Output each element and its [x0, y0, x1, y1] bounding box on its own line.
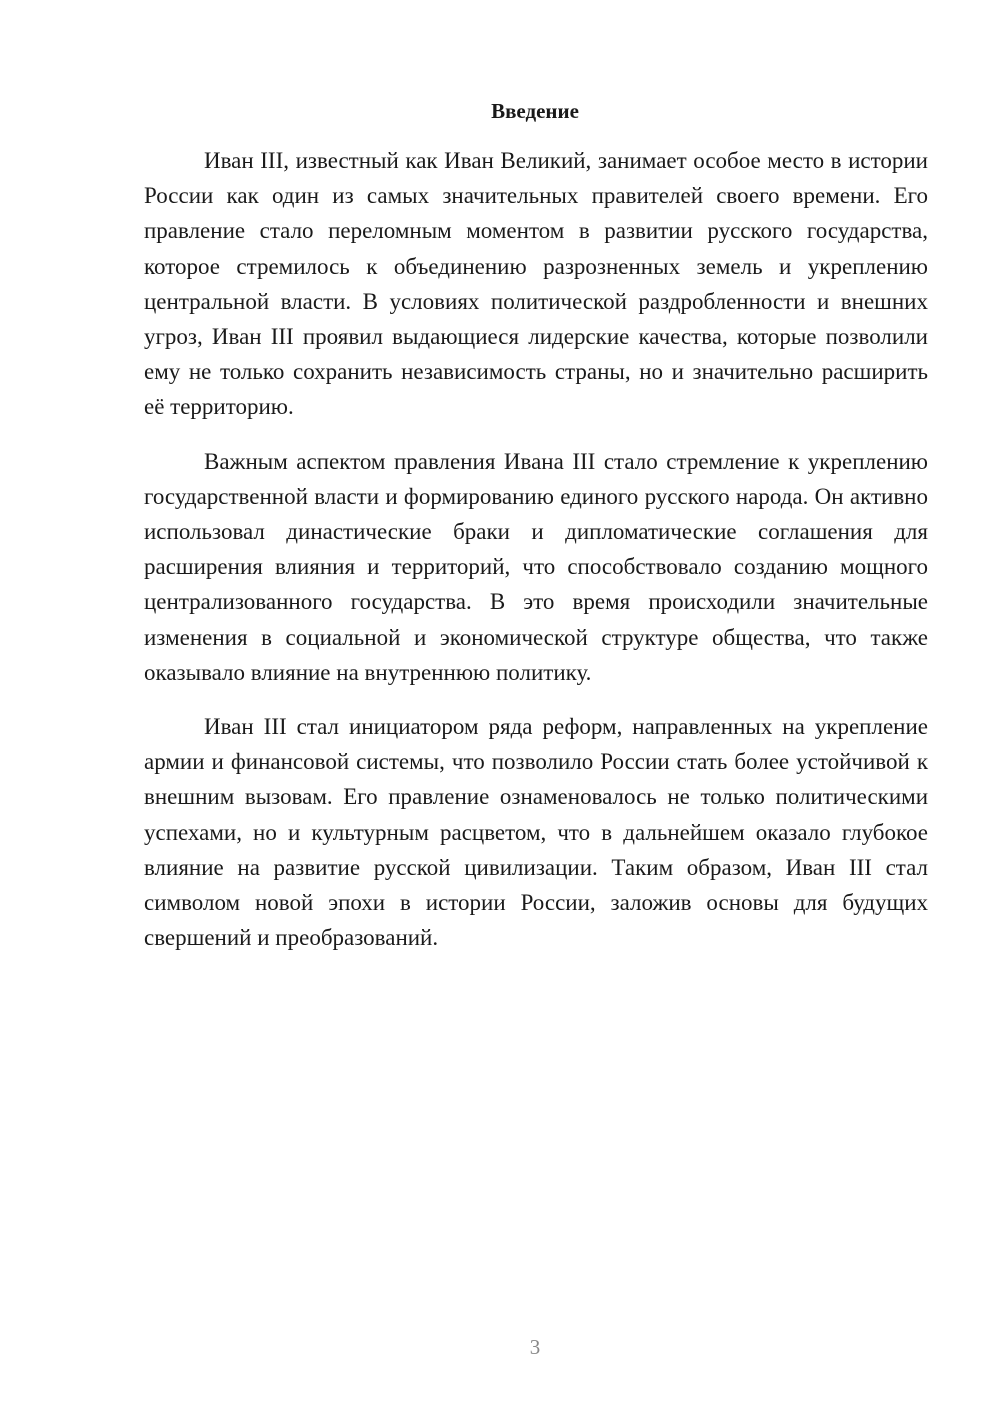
paragraph-1: Иван III, известный как Иван Великий, занимает особое место в истории России как один из самых значительных правителей своего времени. Его правление стало переломным моментом в развитии русского государства, которое стремилось к объединению разрозненных земель и укреплению центральной власти. В условиях политической раздробленности и внешних угроз, Иван III проявил выдающиеся лидерские качества, которые позволили ему не только сохранить независимость страны, но и значительно расширить её территорию. — [144, 148, 928, 420]
paragraph-3: Иван III стал инициатором ряда реформ, направленных на укрепление армии и финансовой системы, что позволило России стать более устойчивой к внешним вызовам. Его правление ознаменовалось не только политическими успехами, но и культурным расцветом, что в дальнейшем оказало глубокое влияние на развитие русской цивилизации. Таким образом, Иван III стал символом новой эпохи в истории России, заложив основы для будущих свершений и преобразований. — [144, 714, 928, 951]
page-number: 3 — [529, 1335, 541, 1359]
paragraph-2: Важным аспектом правления Ивана III стало стремление к укреплению государственной власти и формированию единого русского народа. Он активно использовал династические браки и дипломатические соглашения для расширения влияния и территорий, что способствовало созданию мощного централизованного государства. В это время происходили значительные изменения в социальной и экономической структуре общества, что также оказывало влияние на внутреннюю политику. — [144, 448, 928, 685]
body-text — [144, 143, 928, 955]
section-heading: Введение — [491, 99, 579, 123]
